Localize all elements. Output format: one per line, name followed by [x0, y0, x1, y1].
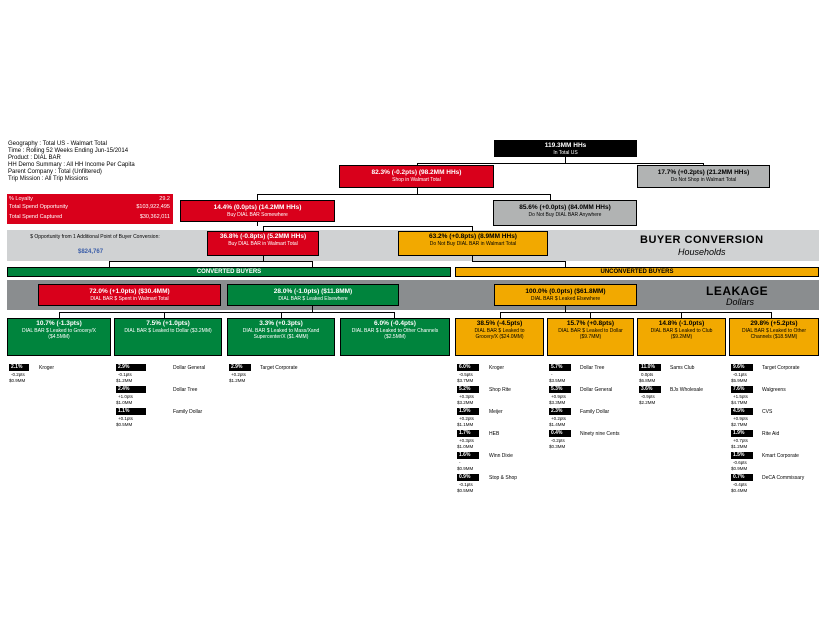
- retailer-name: Target Corporate: [260, 365, 298, 371]
- channel-caption: DIAL BAR $ Leaked to: [474, 328, 525, 334]
- retailer-amount: $0.9MM: [457, 466, 474, 471]
- connector: [417, 163, 704, 164]
- unconverted-leaked-caption: DIAL BAR $ Leaked Elsewhere: [530, 296, 601, 302]
- retailer-change: +0.2pts: [459, 416, 474, 421]
- buy-somewhere-headline: 14.4% (0.0pts) (14.2MM HHs): [213, 204, 302, 211]
- retailer-change: -0.2pts: [11, 372, 25, 377]
- converted-buyers-header: CONVERTED BUYERS: [7, 267, 451, 277]
- retailer-name: Kroger: [39, 365, 55, 371]
- retailer-name: Dollar Tree: [173, 387, 198, 393]
- leaked-elsewhere-caption: DIAL BAR $ Leaked Elsewhere: [278, 296, 348, 302]
- retailer-amount: $1.2MM: [229, 378, 246, 383]
- retailer-share-chip: 1.5%: [731, 452, 753, 459]
- retailer-amount: $0.9MM: [731, 466, 748, 471]
- retailer-share-chip: 1.9%: [457, 408, 479, 415]
- channel-headline: 38.5% (-4.5pts): [476, 320, 523, 327]
- retailer-share-chip: 2.4%: [116, 386, 146, 393]
- not-buy-anywhere-caption: Do Not Buy DIAL BAR Anywhere: [528, 212, 602, 218]
- total-households-caption: In Total US: [553, 150, 578, 156]
- product-text: Product : DIAL BAR: [8, 155, 61, 161]
- time-text: Time : Rolling 52 Weeks Ending Jun-15/2014: [8, 148, 129, 154]
- retailer-share-chip: 1.6%: [457, 452, 479, 459]
- retailer-change: -0.1pts: [733, 372, 747, 377]
- not-shop-walmart-box: [637, 165, 770, 188]
- spent-in-walmart-headline: 72.0% (+1.0pts) ($30.4MM): [89, 288, 170, 295]
- unconverted-buyers-header: UNCONVERTED BUYERS: [455, 267, 819, 277]
- retailer-share-chip: 3.6%: [639, 386, 661, 393]
- channel-caption-amount: ($9.2MM): [670, 334, 693, 340]
- retailer-share-chip: 1.1%: [116, 408, 146, 415]
- retailer-name: Meijer: [489, 409, 503, 415]
- retailer-change: -0.5pts: [459, 372, 473, 377]
- retailer-amount: $2.7MM: [731, 422, 748, 427]
- retailer-change: -0.9pts: [641, 394, 655, 399]
- retailer-amount: $0.5MM: [457, 488, 474, 493]
- retailer-name: Rite Aid: [762, 431, 780, 437]
- connector: [59, 312, 395, 313]
- geography-text: Geography : Total US - Walmart Total: [8, 141, 107, 147]
- demo-text: HH Demo Summary : All HH Income Per Capita: [8, 162, 135, 168]
- retailer-change: -: [459, 460, 461, 465]
- connector: [109, 261, 313, 262]
- unconverted-leaked-headline: 100.0% (0.0pts) ($61.8MM): [525, 288, 606, 295]
- retailer-amount: $3.2MM: [457, 400, 474, 405]
- channel-headline: 15.7% (+0.8pts): [566, 320, 615, 327]
- buy-in-walmart-box: [207, 231, 319, 256]
- retailer-share-chip: 2.9%: [116, 364, 146, 371]
- retailer-amount: $3.5MM: [549, 378, 566, 383]
- retailer-share-chip: 5.2%: [457, 386, 479, 393]
- retailer-amount: $0.4MM: [731, 488, 748, 493]
- retailer-change: +0.2pts: [551, 416, 566, 421]
- retailer-share-chip: 7.6%: [731, 386, 753, 393]
- retailer-change: +0.9pts: [733, 416, 748, 421]
- shop-walmart-caption: Shop in Walmart Total: [392, 177, 441, 183]
- retailer-name: Sams Club: [670, 365, 695, 371]
- buy-somewhere-box: [180, 200, 335, 222]
- buy-in-walmart-headline: 36.8% (-0.8pts) (5.2MM HHs): [219, 233, 307, 240]
- retailer-name: Winn Dixie: [489, 453, 513, 459]
- retailer-name: Dollar General: [173, 365, 206, 371]
- retailer-amount: $0.3MM: [549, 444, 566, 449]
- retailer-amount: $2.2MM: [639, 400, 656, 405]
- retailer-name: Kmart Corporate: [762, 453, 799, 459]
- channel-dollar-converted-box: [114, 318, 222, 356]
- retailer-change: -: [551, 372, 553, 377]
- retailer-share-chip: 2.1%: [9, 364, 29, 371]
- dollars-subtitle: Dollars: [726, 297, 755, 307]
- channel-headline: 3.3% (+0.3pts): [259, 320, 303, 327]
- captured-value: $30,362,011: [139, 214, 170, 220]
- channel-caption-amount: ($2.5MM): [384, 334, 406, 340]
- channel-headline: 29.8% (+5.2pts): [750, 320, 798, 327]
- retailer-change: -0.1pts: [459, 482, 473, 487]
- channel-caption: DIAL BAR $ Leaked to Other Channels: [351, 328, 439, 334]
- retailer-name: BJs Wholesale: [670, 387, 704, 393]
- retailer-amount: $1.2MM: [731, 444, 748, 449]
- retailer-change: +0.3pts: [459, 438, 474, 443]
- shop-walmart-headline: 82.3% (-0.2pts) (98.2MM HHs): [371, 169, 462, 176]
- channel-mass-converted-box: [227, 318, 335, 356]
- leakage-title: LEAKAGE: [706, 284, 769, 298]
- connector: [472, 261, 566, 262]
- not-buy-in-walmart-headline: 63.2% (+0.8pts) (8.9MM HHs): [429, 233, 517, 240]
- retailer-amount: $1.0MM: [457, 444, 474, 449]
- opportunity-label: Total Spend Opportunity: [9, 204, 69, 210]
- retailer-share-chip: 6.0%: [457, 364, 479, 371]
- opportunity-value: $824,767: [78, 249, 104, 255]
- spent-in-walmart-caption: DIAL BAR $ Spent in Walmart Total: [90, 296, 169, 302]
- retailer-name: Family Dollar: [173, 409, 203, 415]
- loyalty-value: 29.2: [159, 196, 170, 202]
- unconverted-leaked-box: [494, 284, 637, 306]
- channel-dollar-unconverted-box: [547, 318, 634, 356]
- retailer-amount: $6.8MM: [639, 378, 656, 383]
- channel-caption-amount: Channels ($18.5MM): [750, 334, 798, 340]
- retailer-change: +0.3pts: [459, 394, 474, 399]
- retailer-change: -0.6pts: [733, 460, 747, 465]
- retailer-share-chip: 2.3%: [549, 408, 571, 415]
- retailer-change: +1.0pts: [118, 394, 133, 399]
- retailer-change: +1.5pts: [733, 394, 748, 399]
- channel-caption-amount: ($9.7MM): [579, 334, 602, 340]
- captured-label: Total Spend Captured: [9, 214, 63, 220]
- retailer-change: +0.2pts: [231, 372, 246, 377]
- retailer-amount: $0.5MM: [116, 422, 133, 427]
- channel-grocery-converted-box: [7, 318, 111, 356]
- retailer-change: -0.1pts: [118, 372, 132, 377]
- channel-headline: 6.0% (-0.4pts): [374, 320, 416, 327]
- retailer-name: Stop & Shop: [489, 475, 518, 481]
- retailer-share-chip: 1.9%: [731, 430, 753, 437]
- connector: [263, 226, 473, 227]
- retailer-amount: $0.9MM: [9, 378, 26, 383]
- retailer-name: Dollar General: [580, 387, 613, 393]
- channel-caption: DIAL BAR $ Leaked to Mass/Xand: [242, 328, 320, 334]
- not-shop-walmart-headline: 17.7% (+0.2pts) (21.2MM HHs): [657, 169, 750, 176]
- channel-caption: DIAL BAR $ Leaked to Grocery/X: [21, 328, 97, 334]
- retailer-amount: $3.3MM: [549, 400, 566, 405]
- retailer-change: 0.0pts: [641, 372, 654, 377]
- channel-headline: 7.5% (+1.0pts): [146, 320, 190, 327]
- channel-caption-amount: ($4.5MM): [48, 334, 70, 340]
- connector: [500, 312, 772, 313]
- metrics-block: [7, 194, 173, 224]
- channel-headline: 14.8% (-1.0pts): [658, 320, 705, 327]
- retailer-share-chip: 0.9%: [457, 474, 479, 481]
- retailer-share-chip: 5.3%: [549, 386, 571, 393]
- retailer-change: +0.1pts: [118, 416, 133, 421]
- retailer-share-chip: 0.7%: [731, 474, 753, 481]
- retailer-share-chip: 5.7%: [549, 364, 571, 371]
- not-buy-in-walmart-caption: Do Not Buy DIAL BAR in Walmart Total: [429, 241, 517, 247]
- retailer-name: CVS: [762, 409, 773, 415]
- channel-caption-amount: Supercenter/X ($1.4MM): [253, 334, 309, 340]
- retailer-name: Ninety nine Cents: [580, 431, 620, 437]
- opportunity-value: $103,922,495: [136, 204, 170, 210]
- buy-in-walmart-caption: Buy DIAL BAR in Walmart Total: [228, 241, 298, 247]
- channel-club-unconverted-box: [637, 318, 726, 356]
- channel-caption: DIAL BAR $ Leaked to Dollar ($3.2MM): [124, 328, 212, 334]
- not-buy-anywhere-headline: 85.6% (+0.0pts) (84.0MM HHs): [519, 204, 611, 211]
- retailer-amount: $1.4MM: [549, 422, 566, 427]
- channel-caption: DIAL BAR $ Leaked to Club: [650, 328, 713, 334]
- spent-in-walmart-box: [38, 284, 221, 306]
- channel-caption: DIAL BAR $ Leaked to Dollar: [558, 328, 623, 334]
- channel-caption-amount: Grocery/X ($24.0MM): [475, 334, 524, 340]
- retailer-share-chip: 4.5%: [731, 408, 753, 415]
- total-households-headline: 119.3MM HHs: [544, 142, 587, 149]
- retailer-amount: $4.7MM: [731, 400, 748, 405]
- channel-grocery-unconverted-box: [455, 318, 544, 356]
- connector: [257, 222, 258, 226]
- retailer-share-chip: 0.4%: [549, 430, 571, 437]
- leaked-elsewhere-headline: 28.0% (-1.0pts) ($11.8MM): [273, 288, 353, 295]
- trip-text: Trip Mission : All Trip Missions: [8, 176, 89, 182]
- shop-walmart-box: [339, 165, 494, 188]
- opportunity-text: $ Opportunity from 1 Additional Point of Buyer Conversion:: [30, 234, 160, 240]
- retailer-name: Family Dollar: [580, 409, 610, 415]
- retailer-share-chip: 2.9%: [229, 364, 251, 371]
- retailer-amount: $1.1MM: [457, 422, 474, 427]
- connector: [257, 194, 551, 195]
- loyalty-label: % Loyalty: [9, 196, 33, 202]
- retailer-amount: $5.9MM: [731, 378, 748, 383]
- retailer-share-chip: 11.0%: [639, 364, 661, 371]
- parent-text: Parent Company : Total (Unfiltered): [8, 169, 102, 175]
- retailer-amount: $1.0MM: [116, 400, 133, 405]
- retailer-share-chip: 9.6%: [731, 364, 753, 371]
- retailer-share-chip: 1.7%: [457, 430, 479, 437]
- buy-somewhere-caption: Buy DIAL BAR Somewhere: [227, 212, 288, 218]
- leaked-elsewhere-box: [227, 284, 399, 306]
- retailer-change: -0.2pts: [551, 438, 565, 443]
- not-shop-walmart-caption: Do Not Shop in Walmart Total: [670, 177, 737, 183]
- not-buy-in-walmart-box: [398, 231, 548, 256]
- retailer-name: Shop Rite: [489, 387, 511, 393]
- channel-other-converted-box: [340, 318, 450, 356]
- retailer-name: HEB: [489, 431, 500, 437]
- retailer-name: Dollar Tree: [580, 365, 605, 371]
- channel-headline: 10.7% (-1.3pts): [36, 320, 82, 327]
- retailer-amount: $3.7MM: [457, 378, 474, 383]
- households-subtitle: Households: [678, 247, 726, 257]
- retailer-name: DeCA Commissary: [762, 475, 805, 481]
- channel-caption: DIAL BAR $ Leaked to Other: [741, 328, 807, 334]
- channel-other-unconverted-box: [729, 318, 819, 356]
- retailer-amount: $1.2MM: [116, 378, 133, 383]
- retailer-change: +0.9pts: [551, 394, 566, 399]
- not-buy-anywhere-box: [493, 200, 637, 226]
- retailer-change: -0.4pts: [733, 482, 747, 487]
- buyer-conversion-title: BUYER CONVERSION: [640, 234, 764, 246]
- retailer-name: Kroger: [489, 365, 505, 371]
- retailer-name: Target Corporate: [762, 365, 800, 371]
- retailer-change: +0.7pts: [733, 438, 748, 443]
- total-households-box: [494, 140, 637, 157]
- retailer-name: Walgreens: [762, 387, 786, 393]
